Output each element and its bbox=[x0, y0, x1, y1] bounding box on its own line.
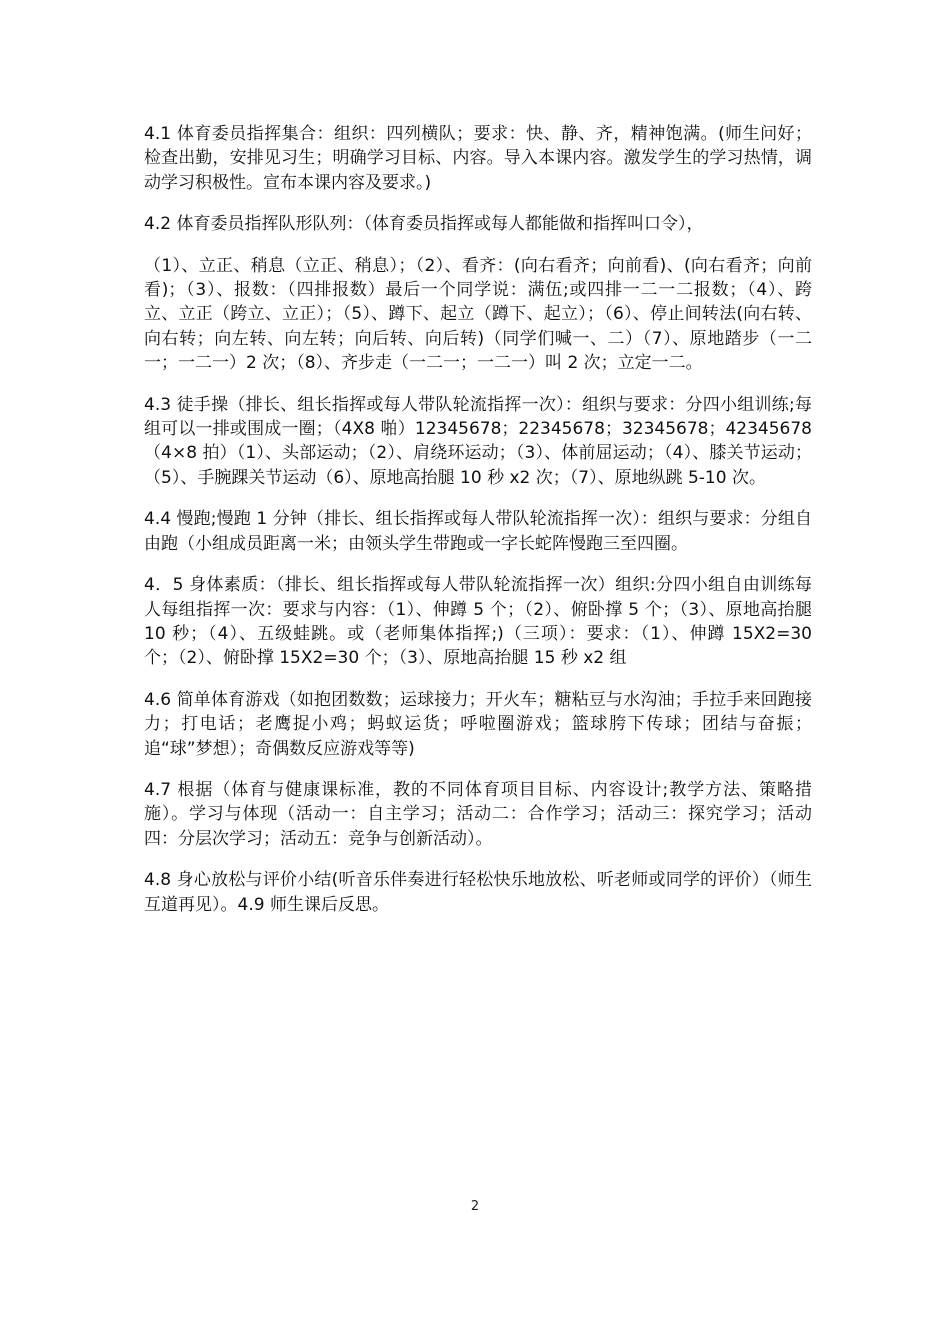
page-number: 2 bbox=[470, 1199, 480, 1214]
paragraph-4-5: 4．5 身体素质：（排长、组长指挥或每人带队轮流指挥一次）组织:分四小组自由训练每人每组指挥一次：要求与内容：（1）、伸蹲 5 个；（2）、俯卧撑 5 个；（3）、原地高抬腿 10 秒；（4）、五级蛙跳。或（老师集体指挥;)（三项）：要求：（1）、伸蹲 15X2=30 个；（2）、俯卧撑 15X2=30 个；（3）、原地高抬腿 15 秒 x2 组 bbox=[144, 575, 812, 669]
paragraph-4-1: 4.1 体育委员指挥集合：组织：四列横队；要求：快、静、齐，精神饱满。(师生问好；检查出勤，安排见习生；明确学习目标、内容。导入本课内容。激发学生的学习热情，调动学习积极性。宣布本课内容及要求。) bbox=[144, 124, 812, 193]
paragraph-4-8: 4.8 身心放松与评价小结(听音乐伴奏进行轻松快乐地放松、听老师或同学的评价）（师生互道再见）。4.9 师生课后反思。 bbox=[144, 870, 812, 915]
paragraph-4-2-items: （1）、立正、稍息（立正、稍息）；（2）、看齐：(向右看齐；向前看)、(向右看齐；向前看)；（3）、报数：（四排报数）最后一个同学说：满伍;或四排一二一二报数；（4）、跨立、立正（跨立、立正）；（5）、蹲下、起立（蹲下、起立）；（6）、停止间转法(向右转、向右转；向左转、向左转；向后转、向后转)（同学们喊一、二）（7）、原地踏步（一二一；一二一）2 次；（8）、齐步走（一二一；一二一）叫 2 次；立定一二。 bbox=[144, 255, 812, 374]
paragraph-4-6: 4.6 简单体育游戏（如抱团数数；运球接力；开火车；糖粘豆与水沟油；手拉手来回跑接力；打电话；老鹰捉小鸡；蚂蚁运货；呼啦圈游戏；篮球胯下传球；团结与奋振；追“球”梦想）；奇偶数反应游戏等等) bbox=[144, 689, 812, 759]
paragraph-4-4: 4.4 慢跑;慢跑 1 分钟（排长、组长指挥或每人带队轮流指挥一次）：组织与要求：分组自由跑（小组成员距离一米；由领头学生带跑或一字长蛇阵慢跑三至四圈。 bbox=[144, 509, 812, 554]
page-content bbox=[144, 122, 812, 934]
paragraph-4-3: 4.3 徒手操（排长、组长指挥或每人带队轮流指挥一次）：组织与要求：分四小组训练;每组可以一排或围成一圈；（4X8 啪）12345678；22345678；32345678；42345678（4×8 拍）（1）、头部运动；（2）、肩绕环运动；（3）、体前屈运动；（4）、膝关节运动；（5）、手腕踝关节运动（6）、原地高抬腿 10 秒 x2 次；（7）、原地纵跳 5-10 次。 bbox=[144, 394, 812, 488]
paragraph-4-2: 4.2 体育委员指挥队形队列：（体育委员指挥或每人都能做和指挥叫口令）， bbox=[144, 214, 704, 235]
paragraph-4-7: 4.7 根据（体育与健康课标准，教的不同体育项目目标、内容设计;教学方法、策略措施）。学习与体现（活动一：自主学习；活动二：合作学习；活动三：探究学习；活动四：分层次学习；活动五：竞争与创新活动）。 bbox=[144, 779, 812, 849]
